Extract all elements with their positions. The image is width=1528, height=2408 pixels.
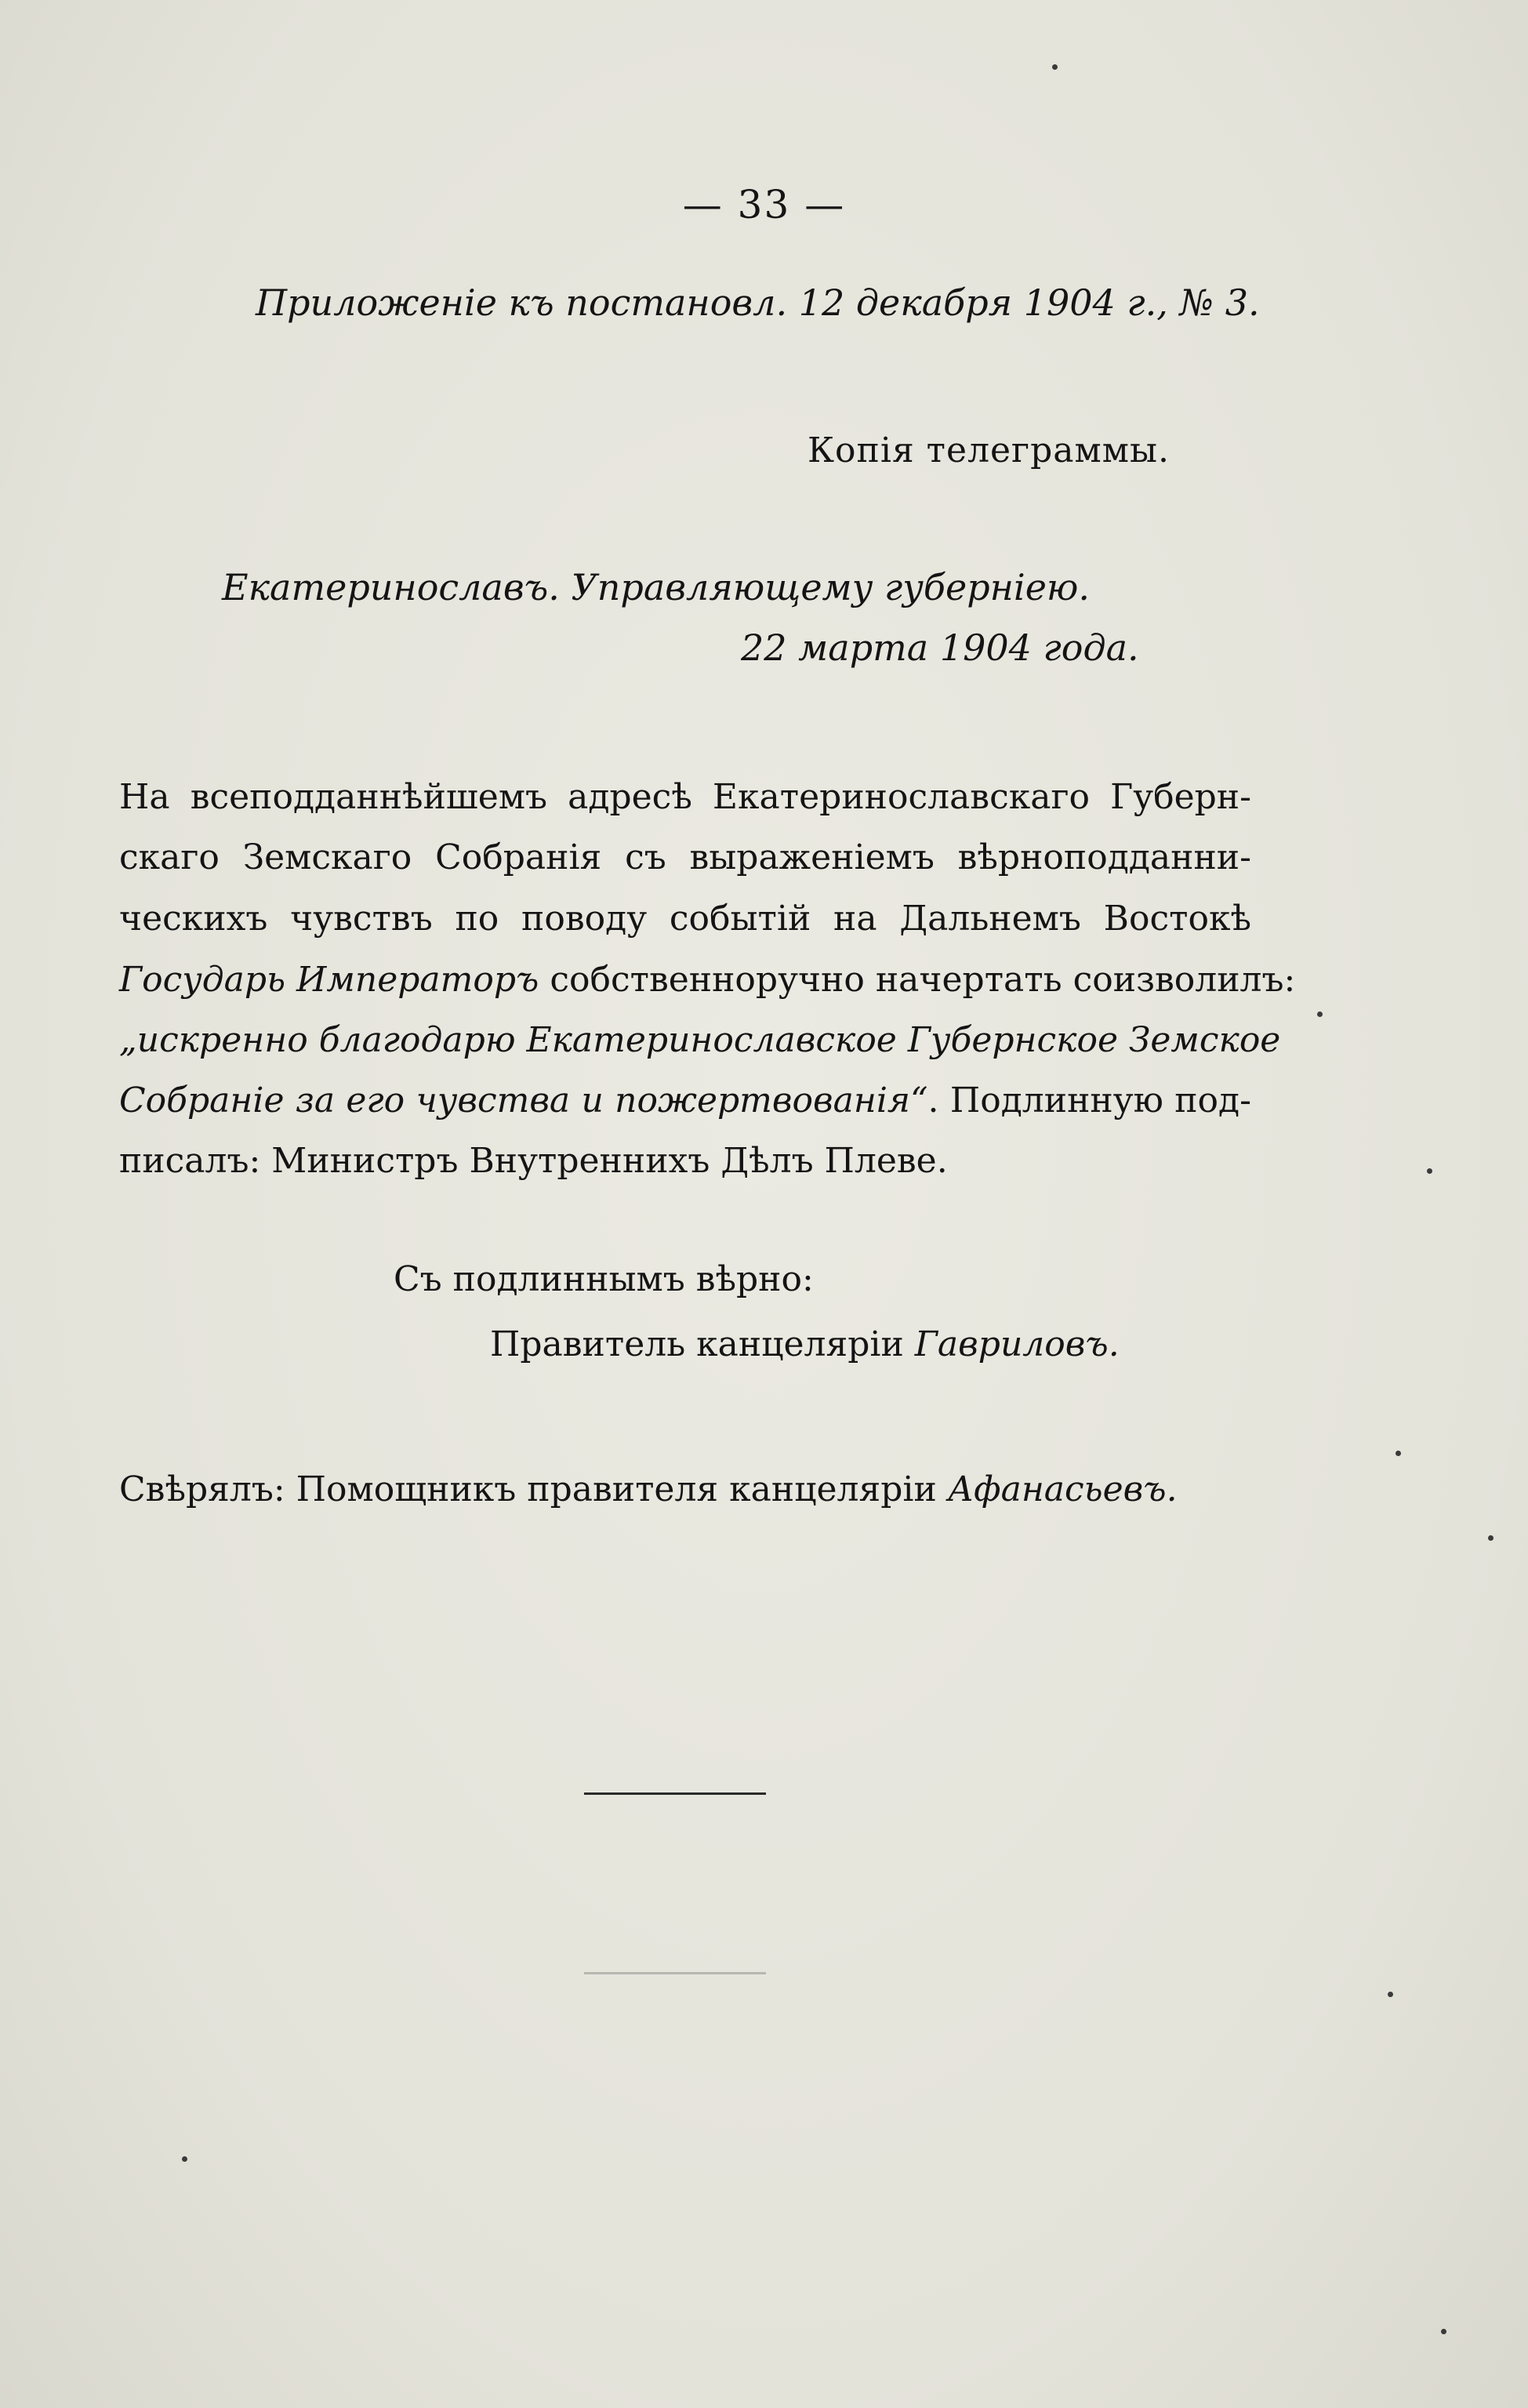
- body-text-segment: . Подлинную под-: [927, 1081, 1252, 1120]
- body-text-segment: собственноручно начертать соизволилъ:: [539, 960, 1296, 1000]
- paper-speck: [1052, 64, 1058, 70]
- body-text-segment: На всеподданнѣйшемъ адресѣ Екатеринославскаго Губерн-: [119, 777, 1251, 817]
- paper-speck: [1317, 1012, 1323, 1017]
- body-text-segment: ческихъ чувствъ по поводу событiй на Дальнемъ Востокѣ: [119, 899, 1251, 939]
- body-line: [119, 1020, 1281, 1060]
- checked-label: Свѣрялъ: Помощникъ правителя канцелярiи: [119, 1469, 948, 1509]
- paper-speck: [1396, 1451, 1401, 1456]
- body-line: [119, 960, 1296, 1000]
- body-text-segment: „искренно благодарю Екатеринославское Губернское Земское: [119, 1020, 1281, 1060]
- faint-rule: [584, 1972, 766, 1974]
- page-number: — 33 —: [682, 182, 846, 227]
- ruler-signature: Гавриловъ.: [914, 1324, 1120, 1364]
- body-line: [119, 1081, 1252, 1120]
- telegram-date: 22 марта 1904 года.: [741, 627, 1139, 669]
- appendix-heading: Приложенiе къ постановл. 12 декабря 1904 г., № 3.: [256, 281, 1260, 324]
- body-line: [119, 777, 1251, 817]
- verification-note: Съ подлиннымъ вѣрно:: [394, 1259, 814, 1299]
- body-line: [119, 899, 1251, 939]
- body-line: [119, 1141, 1251, 1181]
- body-line: [119, 837, 1251, 877]
- body-text-segment: Собранiе за его чувства и пожертвованiя“: [119, 1081, 928, 1120]
- body-text-segment: скаго Земскаго Собранiя съ выраженiемъ вѣрноподданни-: [119, 837, 1251, 877]
- copy-title: Копiя телеграммы.: [808, 430, 1170, 470]
- body-text-segment: писалъ: Министръ Внутреннихъ Дѣлъ Плеве.: [119, 1141, 948, 1181]
- paper-speck: [1427, 1168, 1432, 1174]
- paper-speck: [1388, 1992, 1393, 1997]
- paper-speck: [182, 2156, 187, 2162]
- ruler-label: Правитель канцелярiи: [490, 1324, 915, 1364]
- body-text-segment: Государь Императоръ: [119, 960, 539, 1000]
- paper-speck: [1441, 2329, 1446, 2334]
- chancellery-ruler-line: [490, 1324, 1120, 1364]
- checked-by-line: [119, 1469, 1178, 1509]
- closing-rule: [584, 1792, 766, 1795]
- paper-speck: [1488, 1535, 1494, 1541]
- checked-signature: Афанасьевъ.: [947, 1469, 1178, 1509]
- telegram-addressee: Екатеринославъ. Управляющему губернiею.: [222, 566, 1091, 608]
